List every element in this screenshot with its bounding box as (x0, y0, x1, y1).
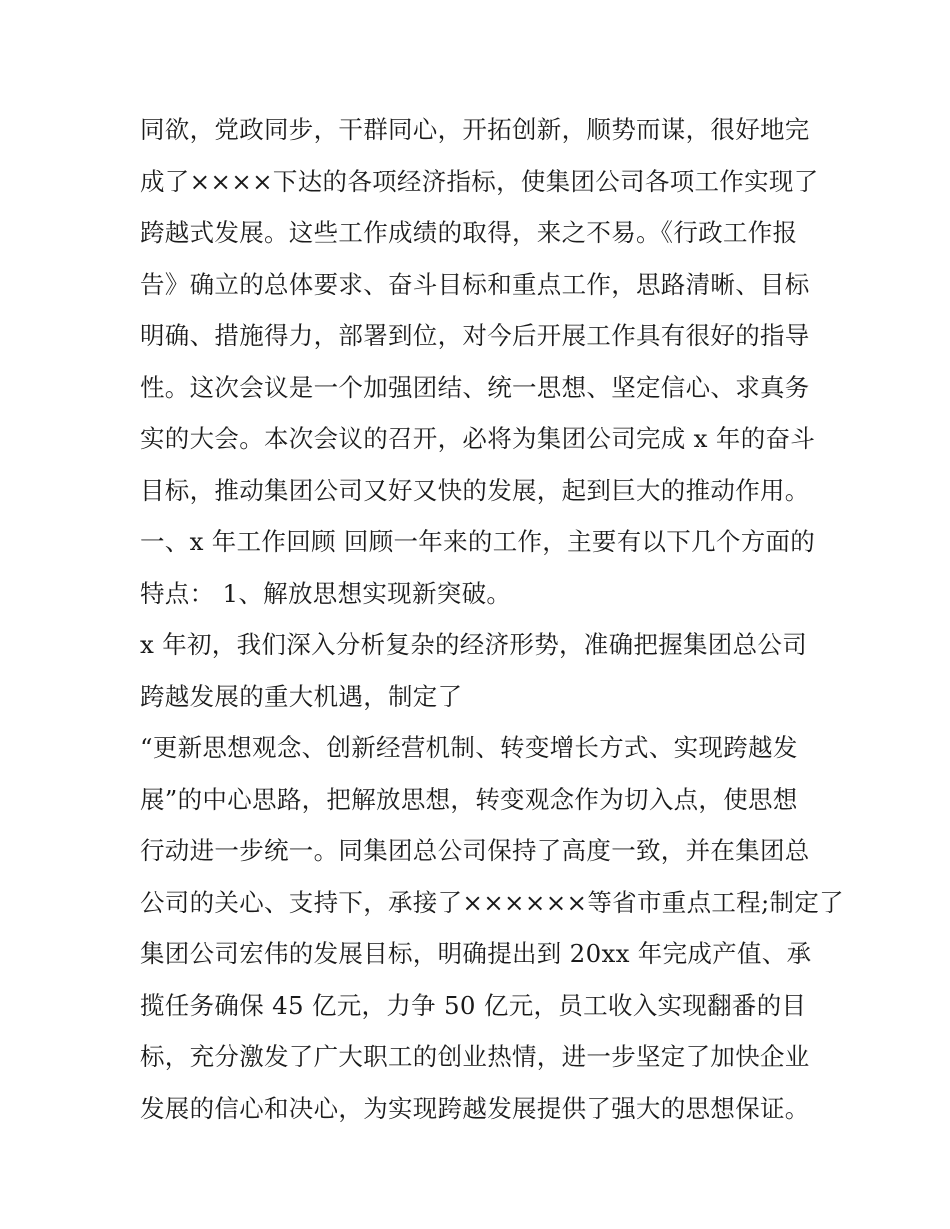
body-text (140, 104, 844, 1134)
text-line: 成了××××下达的各项经济指标，使集团公司各项工作实现了 (140, 166, 819, 196)
text-line: 跨越式发展。这些工作成绩的取得，来之不易。《行政工作报 (140, 218, 798, 247)
text-line: 跨越发展的重大机遇，制定了 (140, 681, 463, 711)
text-line: 明确、措施得力，部署到位，对今后开展工作具有很好的指导 (140, 321, 810, 350)
text-line: 特点： 1、解放思想实现新突破。 (140, 578, 512, 608)
text-line: 集团公司宏伟的发展目标，明确提出到 20xx 年完成产值、承 (140, 939, 812, 968)
text-line: 标，充分激发了广大职工的创业热情，进一步坚定了加快企业 (140, 1042, 810, 1071)
text-line: 同欲，党政同步，干群同心，开拓创新，顺势而谋，很好地完 (140, 115, 810, 144)
text-line: 行动进一步统一。同集团总公司保持了高度一致，并在集团总 (140, 836, 810, 865)
text-line: x 年初，我们深入分析复杂的经济形势，准确把握集团总公司 (140, 630, 808, 659)
text-line: 性。这次会议是一个加强团结、统一思想、坚定信心、求真务 (140, 372, 810, 402)
text-line: 发展的信心和决心，为实现跨越发展提供了强大的思想保证。 (140, 1093, 810, 1123)
text-line: “更新思想观念、创新经营机制、转变增长方式、实现跨越发 (140, 733, 798, 762)
text-line: 一、x 年工作回顾 回顾一年来的工作，主要有以下几个方面的 (140, 527, 816, 556)
text-line: 告》确立的总体要求、奋斗目标和重点工作，思路清晰、目标 (140, 269, 810, 299)
text-line: 实的大会。本次会议的召开，必将为集团公司完成 x 年的奋斗 (140, 424, 816, 453)
text-line: 揽任务确保 45 亿元，力争 50 亿元，员工收入实现翻番的目 (140, 990, 807, 1020)
text-line: 展”的中心思路，把解放思想，转变观念作为切入点，使思想 (140, 784, 798, 814)
text-line: 目标，推动集团公司又好又快的发展，起到巨大的推动作用。 (140, 475, 810, 505)
text-line: 公司的关心、支持下，承接了××××××等省市重点工程;制定了 (140, 887, 844, 917)
